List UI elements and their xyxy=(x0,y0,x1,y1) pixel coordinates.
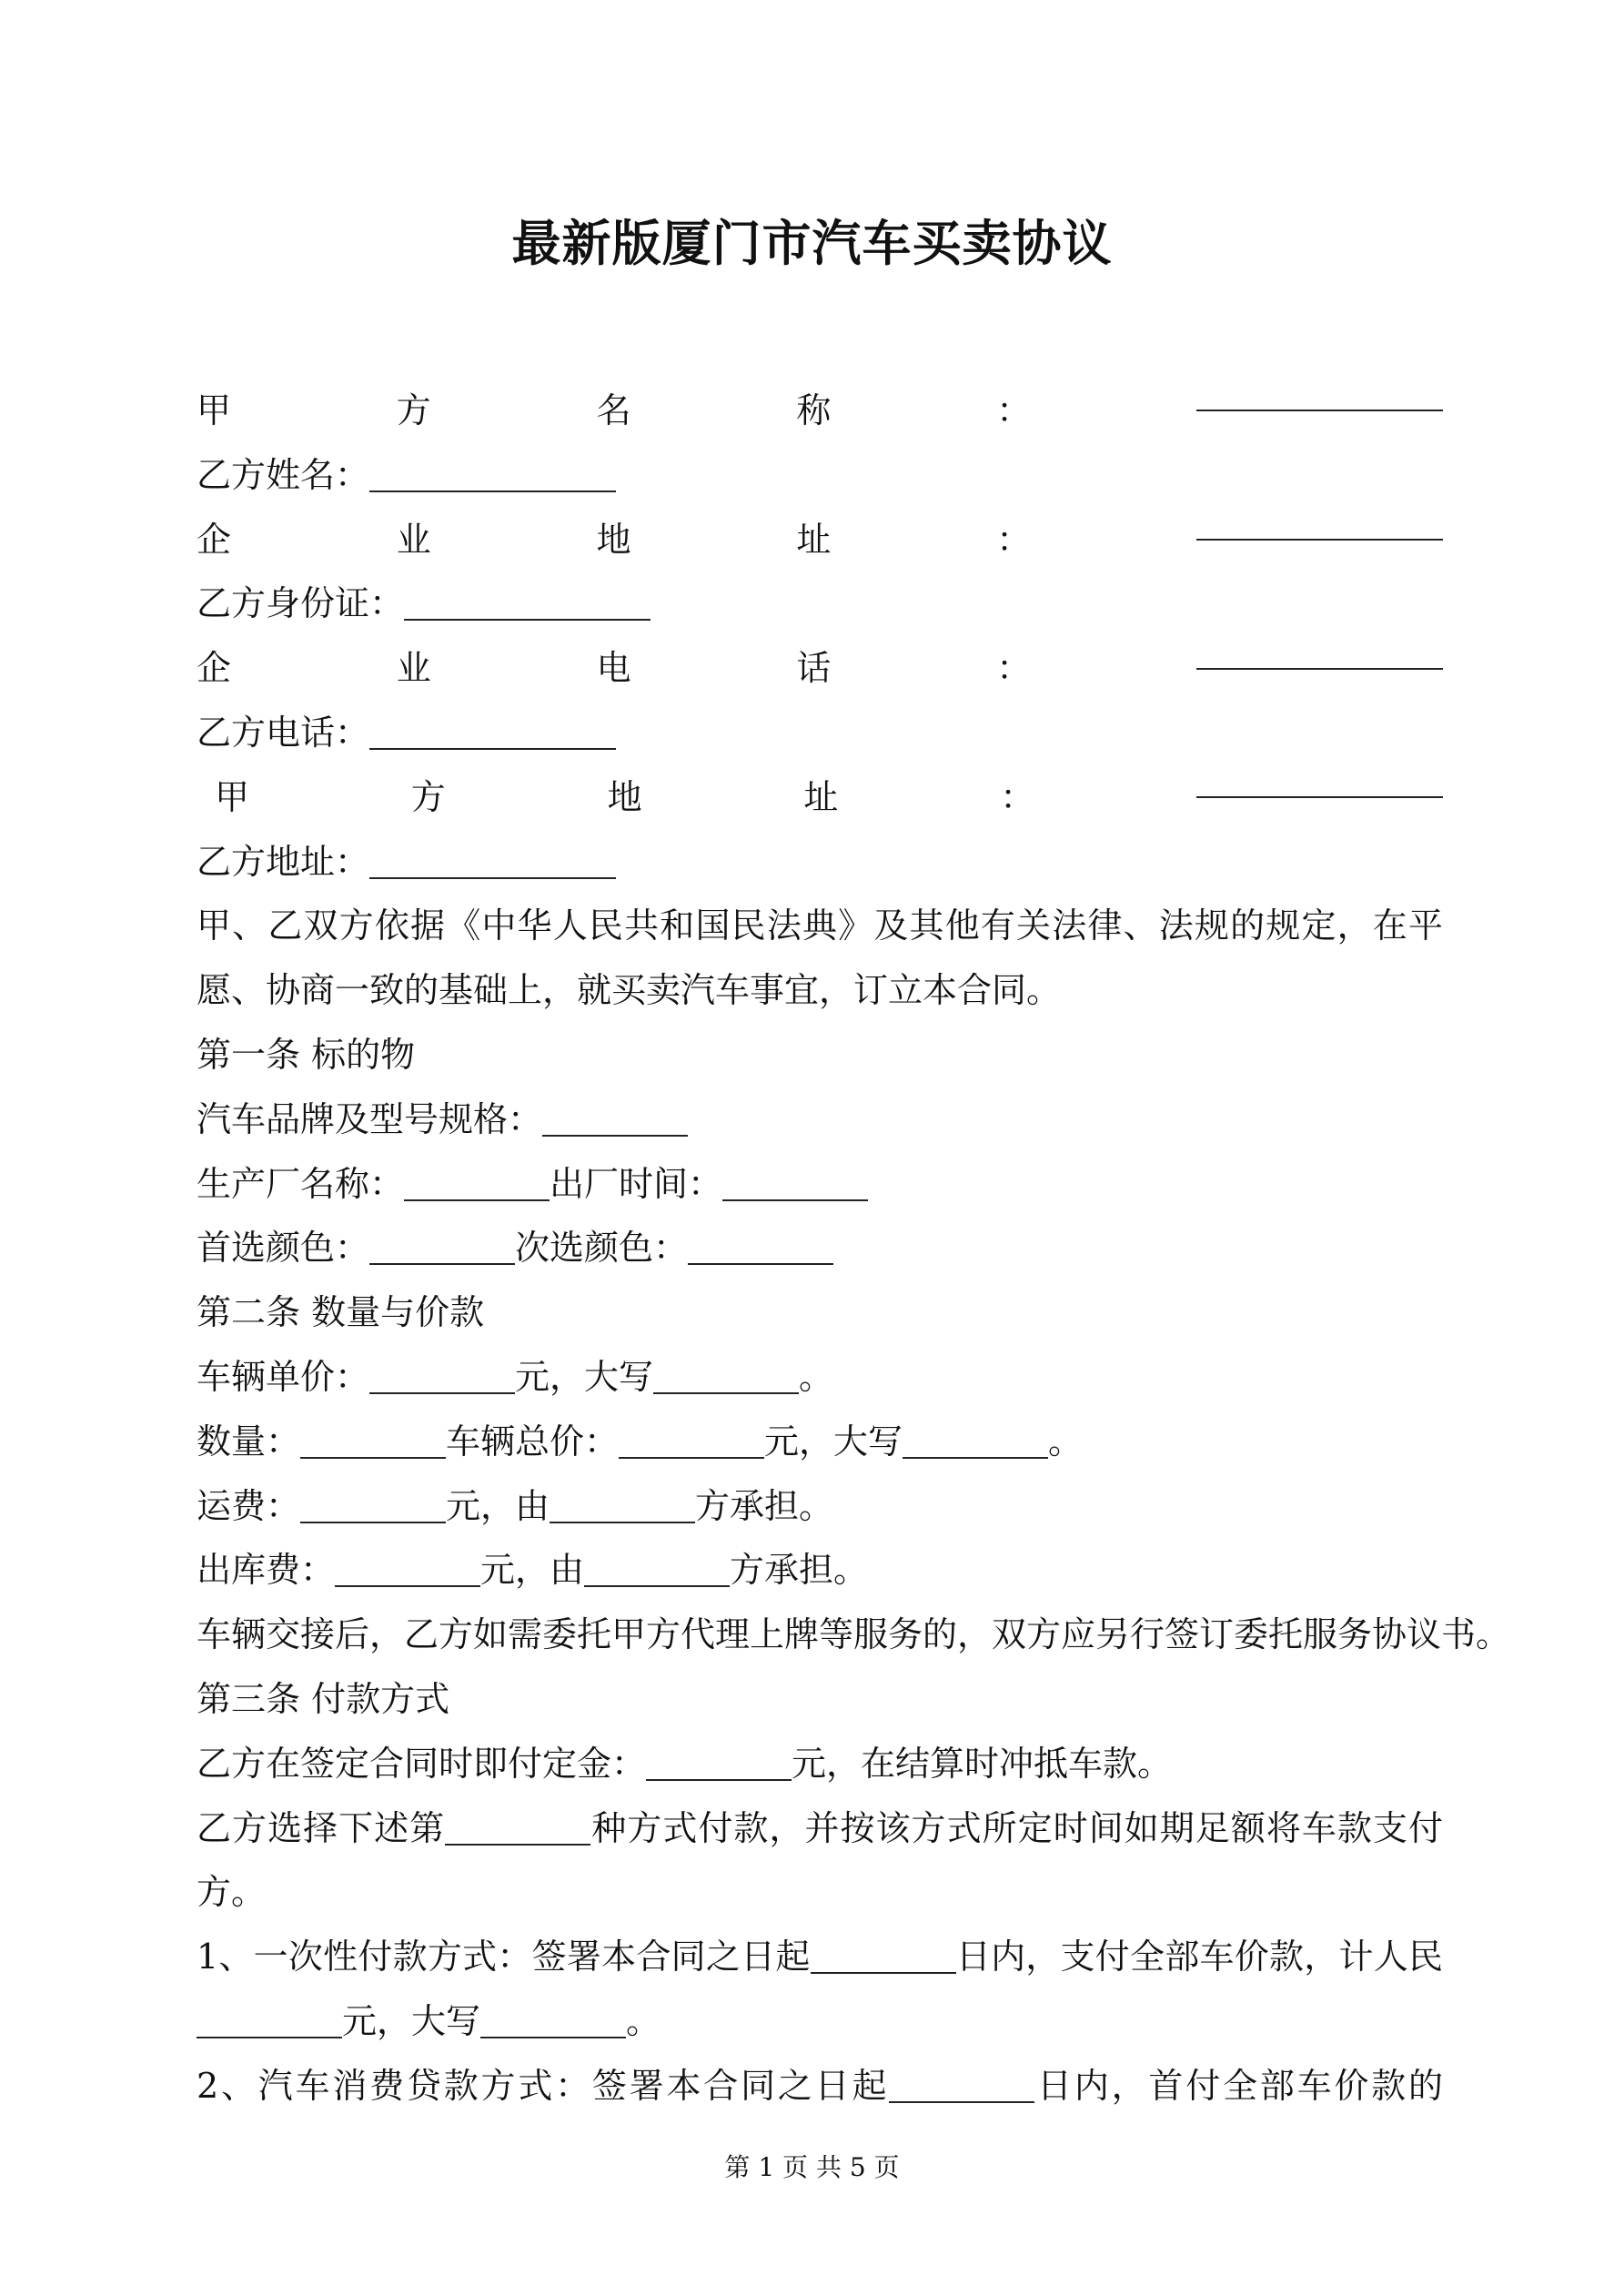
text-segment: 方承担。 xyxy=(695,1485,834,1526)
text-segment: 1、一次性付款方式：签署本合同之日起 xyxy=(197,1937,811,1977)
text-segment: 车辆总价： xyxy=(446,1421,620,1462)
text-segment: 元，由 xyxy=(480,1550,585,1591)
fill-in-blank xyxy=(1196,668,1443,670)
text-line xyxy=(197,1989,1443,2054)
text-line xyxy=(197,1603,1511,1667)
fill-in-blank xyxy=(369,748,616,750)
text-line xyxy=(197,701,1443,765)
text-line xyxy=(197,765,1443,830)
text-segment: 乙方在签定合同时即付定金： xyxy=(197,1743,647,1784)
text-segment: 元，大写 xyxy=(342,2000,481,2041)
text-segment: 。 xyxy=(1048,1421,1084,1462)
text-segment: 地 xyxy=(596,519,631,560)
text-segment: 元，由 xyxy=(446,1485,550,1526)
text-line xyxy=(197,379,1443,443)
text-segment: 车辆单价： xyxy=(197,1356,370,1397)
text-line xyxy=(197,2054,1443,2119)
text-segment: 元，大写 xyxy=(515,1356,654,1397)
text-segment: 日内，支付全部车价款，计人民 xyxy=(955,1937,1443,1977)
text-line xyxy=(197,1023,1443,1087)
text-segment: 企 xyxy=(197,519,232,560)
text-segment: 电 xyxy=(596,648,631,689)
fill-in-blank xyxy=(903,1457,1048,1459)
fill-in-blank xyxy=(300,1457,446,1459)
text-segment: 甲 xyxy=(197,390,232,430)
fill-in-blank xyxy=(404,1199,550,1201)
fill-in-blank xyxy=(197,2037,342,2038)
text-segment: 方。 xyxy=(197,1872,267,1913)
fill-in-blank xyxy=(688,1263,833,1265)
text-segment: 乙方选择下述第 xyxy=(197,1807,446,1848)
text-segment: ： xyxy=(996,519,1032,560)
text-segment: 第一条 标的物 xyxy=(197,1034,416,1075)
text-segment: ： xyxy=(1000,776,1035,817)
text-segment: 第三条 付款方式 xyxy=(197,1678,450,1719)
text-segment: 址 xyxy=(803,776,839,817)
fill-in-blank xyxy=(404,619,651,621)
fill-in-blank xyxy=(1196,539,1443,541)
text-segment: 。 xyxy=(799,1356,834,1397)
text-segment: 甲、乙双方依据《中华人民共和国民法典》及其他有关法律、法规的规定，在平 xyxy=(197,905,1443,946)
text-segment: 数量： xyxy=(197,1421,301,1462)
fill-in-blank xyxy=(369,877,616,879)
text-segment: 汽车品牌及型号规格： xyxy=(197,1098,543,1139)
fill-in-blank xyxy=(445,1844,590,1846)
fill-in-blank xyxy=(619,1457,764,1459)
text-segment: 甲 xyxy=(215,776,250,817)
text-segment: 生产厂名称： xyxy=(197,1163,405,1204)
text-segment: 日内，首付全部车价款的 xyxy=(1034,2065,1443,2106)
text-segment: 址 xyxy=(796,519,832,560)
text-segment: 方 xyxy=(410,776,446,817)
text-segment: 称 xyxy=(796,390,832,430)
text-segment: ： xyxy=(996,390,1032,430)
text-line xyxy=(197,1538,1443,1603)
fill-in-blank xyxy=(335,1585,480,1587)
text-line xyxy=(197,1667,1443,1732)
text-segment: 次选颜色： xyxy=(515,1228,689,1269)
fill-in-blank xyxy=(811,1972,956,1974)
text-segment: 话 xyxy=(796,648,832,689)
fill-in-blank xyxy=(550,1522,695,1523)
text-line xyxy=(197,1474,1443,1539)
text-segment: 乙方姓名： xyxy=(197,454,370,495)
text-line xyxy=(197,571,1443,636)
text-line xyxy=(197,1860,1443,1925)
fill-in-blank xyxy=(584,1585,730,1587)
fill-in-blank xyxy=(369,1392,515,1394)
text-segment: 运费： xyxy=(197,1485,301,1526)
text-line xyxy=(197,1216,1443,1280)
text-line xyxy=(197,1087,1443,1152)
text-line xyxy=(197,1732,1443,1796)
text-segment: 业 xyxy=(396,648,431,689)
text-segment: 名 xyxy=(596,390,631,430)
text-segment: ： xyxy=(996,648,1032,689)
text-segment: 出库费： xyxy=(197,1550,336,1591)
fill-in-blank xyxy=(369,1263,515,1265)
text-segment: 业 xyxy=(396,519,431,560)
text-line xyxy=(197,1280,1443,1345)
text-line xyxy=(197,1410,1443,1474)
text-segment: 元，在结算时冲抵车款。 xyxy=(792,1743,1173,1784)
text-line xyxy=(197,958,1443,1023)
fill-in-blank xyxy=(300,1522,446,1523)
text-segment: 第二条 数量与价款 xyxy=(197,1292,485,1333)
document-title: 最新版厦门市汽车买卖协议 xyxy=(511,214,1113,272)
text-segment: 元，大写 xyxy=(764,1421,903,1462)
text-line xyxy=(197,894,1443,958)
text-line xyxy=(197,636,1443,701)
text-line xyxy=(197,443,1443,508)
fill-in-blank xyxy=(369,491,616,492)
text-line xyxy=(197,1152,1443,1217)
text-segment: 出厂时间： xyxy=(550,1163,723,1204)
fill-in-blank xyxy=(722,1199,868,1201)
fill-in-blank xyxy=(653,1392,799,1394)
text-segment: 方 xyxy=(396,390,431,430)
fill-in-blank xyxy=(1196,410,1443,411)
text-segment: 乙方身份证： xyxy=(197,583,405,624)
text-segment: 愿、协商一致的基础上，就买卖汽车事宜，订立本合同。 xyxy=(197,970,1062,1011)
text-segment: 种方式付款，并按该方式所定时间如期足额将车款支付 xyxy=(590,1807,1443,1848)
text-line xyxy=(197,1796,1443,1861)
text-segment: 车辆交接后，乙方如需委托甲方代理上牌等服务的，双方应另行签订委托服务协议书。 xyxy=(197,1614,1511,1655)
text-segment: 方承担。 xyxy=(730,1550,869,1591)
text-line xyxy=(197,1925,1443,1989)
text-segment: 乙方地址： xyxy=(197,841,370,882)
text-segment: 地 xyxy=(607,776,642,817)
page-footer: 第 1 页 共 5 页 xyxy=(724,2152,900,2182)
fill-in-blank xyxy=(542,1135,688,1137)
text-segment: 。 xyxy=(626,2000,661,2041)
text-segment: 企 xyxy=(197,648,232,689)
fill-in-blank xyxy=(480,2037,626,2038)
text-line xyxy=(197,830,1443,895)
document-body xyxy=(197,379,1511,2119)
text-line xyxy=(197,1345,1443,1410)
fill-in-blank xyxy=(646,1779,792,1781)
text-segment: 2、汽车消费贷款方式：签署本合同之日起 xyxy=(197,2065,890,2106)
fill-in-blank xyxy=(889,2101,1034,2103)
text-segment: 乙方电话： xyxy=(197,712,370,753)
fill-in-blank xyxy=(1196,796,1443,798)
text-segment: 首选颜色： xyxy=(197,1228,370,1269)
text-line xyxy=(197,508,1443,572)
